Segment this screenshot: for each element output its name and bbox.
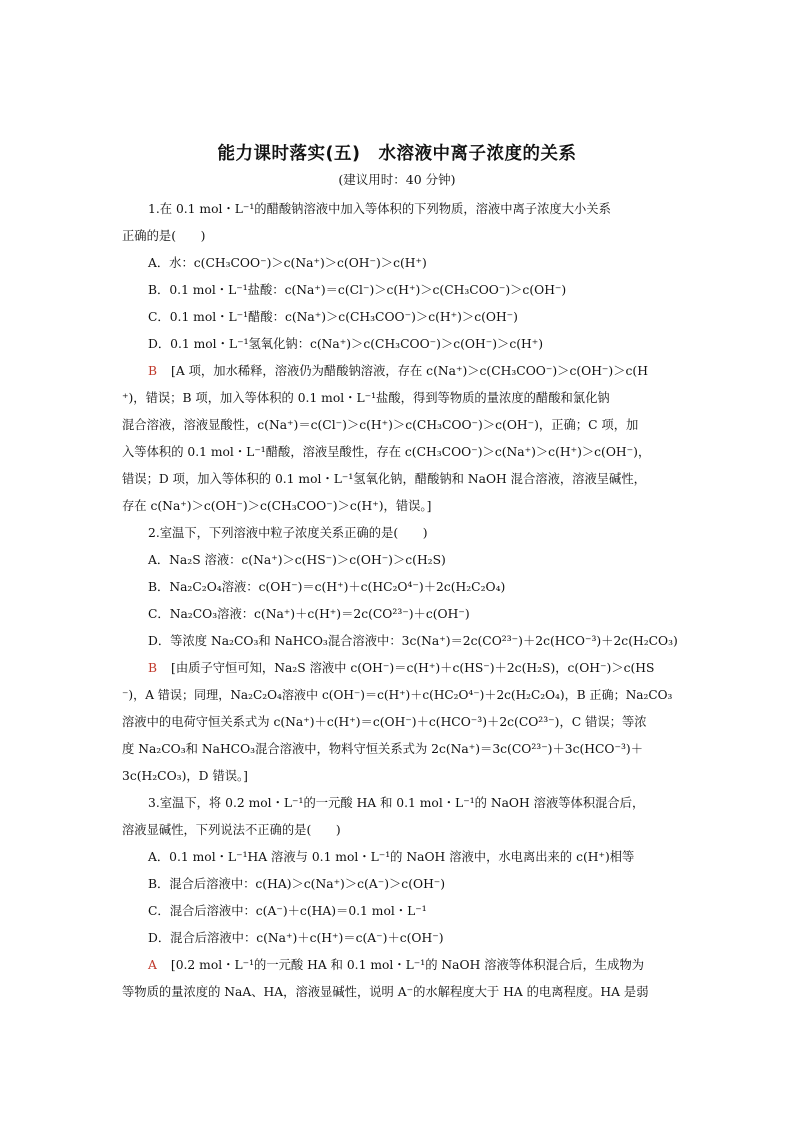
text-line	[122, 628, 678, 655]
line-text: 正确的是( )	[122, 229, 206, 243]
text-line	[122, 709, 678, 736]
text-line	[122, 547, 678, 574]
answer-letter: A	[148, 958, 157, 972]
text-line	[122, 358, 678, 385]
text-line	[122, 844, 678, 871]
answer-letter: B	[148, 661, 158, 675]
text-line	[122, 736, 678, 763]
line-text: 溶液中的电荷守恒关系式为 c(Na⁺)＋c(H⁺)＝c(OH⁻)＋c(HCO⁻³)＋2c(CO²³⁻)，C 错误；等浓	[122, 715, 647, 729]
text-line	[122, 682, 678, 709]
line-text: A．水：c(CH₃COO⁻)＞c(Na⁺)＞c(OH⁻)＞c(H⁺)	[148, 256, 427, 270]
line-text: 2.室温下，下列溶液中粒子浓度关系正确的是( )	[148, 526, 428, 540]
line-text: [由质子守恒可知，Na₂S 溶液中 c(OH⁻)＝c(H⁺)＋c(HS⁻)＋2c(H₂S)，c(OH⁻)＞c(HS	[171, 661, 655, 675]
line-text: 存在 c(Na⁺)＞c(OH⁻)＞c(CH₃COO⁻)＞c(H⁺)，错误。]	[122, 499, 432, 513]
text-line	[122, 898, 678, 925]
line-text: 混合溶液，溶液显酸性，c(Na⁺)＝c(Cl⁻)＞c(H⁺)＞c(CH₃COO⁻)＞c(OH⁻)，正确；C 项，加	[122, 418, 639, 432]
line-text: B．Na₂C₂O₄溶液：c(OH⁻)＝c(H⁺)＋c(HC₂O⁴⁻)＋2c(H₂C₂O₄)	[148, 580, 506, 594]
line-text: A．Na₂S 溶液：c(Na⁺)＞c(HS⁻)＞c(OH⁻)＞c(H₂S)	[148, 553, 446, 567]
text-line	[122, 790, 678, 817]
text-line	[122, 277, 678, 304]
line-text: B．混合后溶液中：c(HA)＞c(Na⁺)＞c(A⁻)＞c(OH⁻)	[148, 877, 446, 891]
text-line	[122, 952, 678, 979]
line-text: B．0.1 mol・L⁻¹盐酸：c(Na⁺)＝c(Cl⁻)＞c(H⁺)＞c(CH₃COO⁻)＞c(OH⁻)	[148, 283, 567, 297]
line-text: 错误；D 项，加入等体积的 0.1 mol・L⁻¹氢氧化钠，醋酸钠和 NaOH 混合溶液，溶液呈碱性，	[122, 472, 646, 486]
line-text: D．0.1 mol・L⁻¹氢氧化钠：c(Na⁺)＞c(CH₃COO⁻)＞c(OH⁻)＞c(H⁺)	[148, 337, 544, 351]
line-text: [0.2 mol・L⁻¹的一元酸 HA 和 0.1 mol・L⁻¹的 NaOH 溶液等体积混合后，生成物为	[170, 958, 645, 972]
line-text: 3.室温下，将 0.2 mol・L⁻¹的一元酸 HA 和 0.1 mol・L⁻¹的 NaOH 溶液等体积混合后，	[148, 796, 645, 810]
line-text: 溶液显碱性，下列说法不正确的是( )	[122, 823, 341, 837]
line-text: C．Na₂CO₃溶液：c(Na⁺)＋c(H⁺)＝2c(CO²³⁻)＋c(OH⁻)	[148, 607, 470, 621]
text-line	[122, 385, 678, 412]
text-line	[122, 763, 678, 790]
line-text: ⁺)，错误；B 项，加入等体积的 0.1 mol・L⁻¹盐酸，得到等物质的量浓度的醋酸和氯化钠	[122, 391, 610, 405]
text-line	[122, 655, 678, 682]
line-text: [A 项，加水稀释，溶液仍为醋酸钠溶液，存在 c(Na⁺)＞c(CH₃COO⁻)＞c(OH⁻)＞c(H	[171, 364, 648, 378]
line-text: 1.在 0.1 mol・L⁻¹的醋酸钠溶液中加入等体积的下列物质，溶液中离子浓度大小关系	[148, 202, 611, 216]
line-text: 入等体积的 0.1 mol・L⁻¹醋酸，溶液呈酸性，存在 c(CH₃COO⁻)＞c(Na⁺)＞c(H⁺)＞c(OH⁻)，	[122, 445, 651, 459]
text-line	[122, 196, 678, 223]
text-line	[122, 223, 678, 250]
text-line	[122, 466, 678, 493]
text-line	[122, 304, 678, 331]
text-line	[122, 520, 678, 547]
text-line	[122, 331, 678, 358]
text-line	[122, 979, 678, 1006]
line-text: 等物质的量浓度的 NaA、HA，溶液显碱性，说明 A⁻的水解程度大于 HA 的电离程度。HA 是弱	[122, 985, 649, 999]
line-text: D．混合后溶液中：c(Na⁺)＋c(H⁺)＝c(A⁻)＋c(OH⁻)	[148, 931, 444, 945]
answer-letter: B	[148, 364, 158, 378]
line-text: A．0.1 mol・L⁻¹HA 溶液与 0.1 mol・L⁻¹的 NaOH 溶液中，水电离出来的 c(H⁺)相等	[148, 850, 635, 864]
text-line	[122, 250, 678, 277]
line-text: C．0.1 mol・L⁻¹醋酸：c(Na⁺)＞c(CH₃COO⁻)＞c(H⁺)＞c(OH⁻)	[148, 310, 518, 324]
page-title: 能力课时落实(五) 水溶液中离子浓度的关系	[217, 144, 577, 164]
text-line	[122, 817, 678, 844]
line-text: D．等浓度 Na₂CO₃和 NaHCO₃混合溶液中：3c(Na⁺)＝2c(CO²³⁻)＋2c(HCO⁻³)＋2c(H₂CO₃)	[148, 634, 678, 648]
document-body	[122, 196, 678, 1006]
text-line	[122, 493, 678, 520]
text-line	[122, 439, 678, 466]
line-text: 度 Na₂CO₃和 NaHCO₃混合溶液中，物料守恒关系式为 2c(Na⁺)＝3c(CO²³⁻)＋3c(HCO⁻³)＋	[122, 742, 644, 756]
text-line	[122, 412, 678, 439]
line-text: 3c(H₂CO₃)，D 错误。]	[122, 769, 248, 783]
text-line	[122, 574, 678, 601]
line-text: C．混合后溶液中：c(A⁻)＋c(HA)＝0.1 mol・L⁻¹	[148, 904, 427, 918]
page-subtitle: (建议用时：40 分钟)	[338, 172, 456, 187]
text-line	[122, 871, 678, 898]
text-line	[122, 925, 678, 952]
text-line	[122, 601, 678, 628]
line-text: ⁻)，A 错误；同理，Na₂C₂O₄溶液中 c(OH⁻)＝c(H⁺)＋c(HC₂O⁴⁻)＋2c(H₂C₂O₄)，B 正确；Na₂CO₃	[122, 688, 673, 702]
